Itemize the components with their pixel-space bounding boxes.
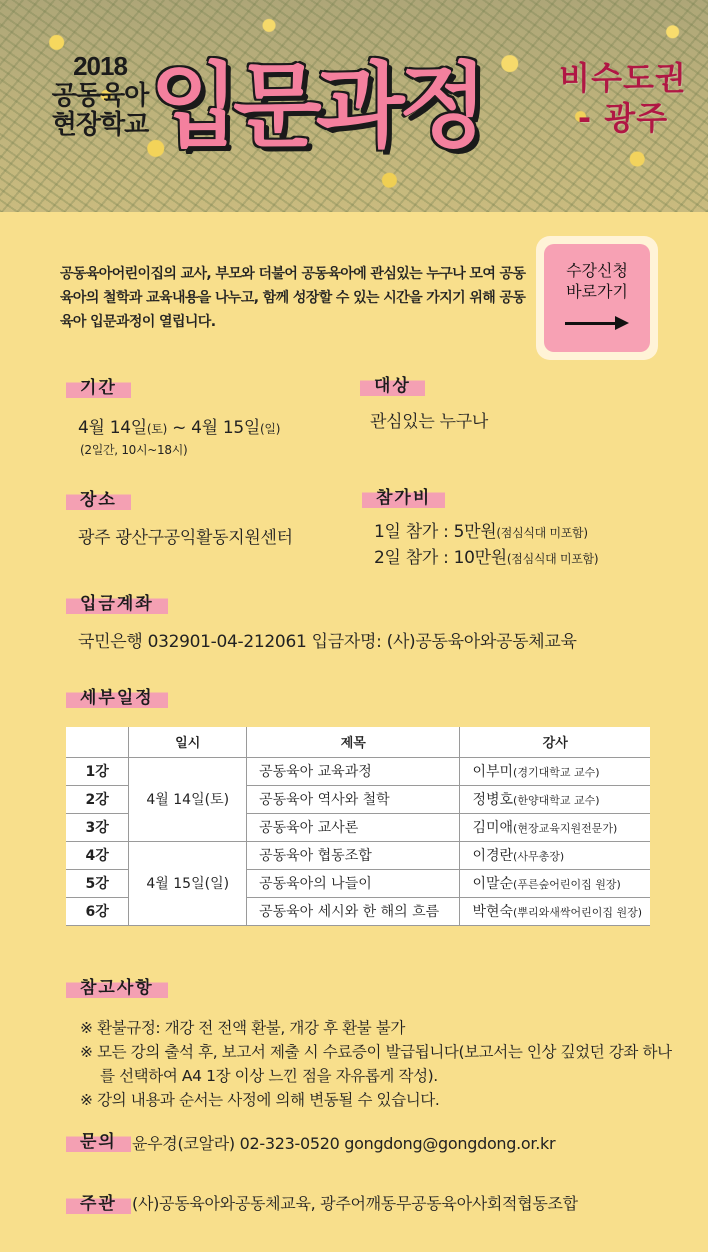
register-button-face[interactable] — [544, 244, 650, 352]
header-banner — [0, 0, 708, 212]
period-label: 기간 — [66, 374, 131, 402]
program-type: 현장학교 — [51, 109, 149, 139]
lecture-num: 4강 — [66, 841, 129, 869]
contact-value: 윤우경(코알라) 02-323-0520 gongdong@gongdong.or.kr — [132, 1134, 556, 1153]
header-num — [66, 727, 129, 757]
note-item: ※ 모든 강의 출석 후, 보고서 제출 시 수료증이 발급됩니다(보고서는 인상 깊었던 강좌 하나를 선택하여 A4 1장 이상 느낀 점을 자유롭게 작성). — [80, 1043, 672, 1085]
account-value: 국민은행 032901-04-212061 입금자명: (사)공동육아와공동체교육 — [78, 632, 577, 652]
lecture-title: 공동육아 협동조합 — [247, 841, 460, 869]
header-teacher: 강사 — [460, 727, 650, 757]
lecture-num: 2강 — [66, 785, 129, 813]
note-item: ※ 환불규정: 개강 전 전액 환불, 개강 후 환불 불가 — [80, 1019, 405, 1037]
lecture-teacher: 이말순(푸른숲어린이집 원장) — [460, 869, 650, 897]
notes-list — [80, 1016, 680, 1112]
contact-label: 문의 — [66, 1128, 131, 1156]
lecture-title: 공동육아 교육과정 — [247, 757, 460, 785]
register-button[interactable] — [536, 236, 658, 360]
fee-line-1: 1일 참가 : 5만원(점심식대 미포함) — [374, 522, 588, 542]
region-line-2: - 광주 — [577, 99, 669, 137]
account-label: 입금계좌 — [66, 590, 168, 618]
main-title: 입문과정 — [150, 53, 482, 160]
lecture-teacher: 박현숙(뿌리와새싹어린이집 원장) — [460, 897, 650, 925]
header-left-title — [30, 52, 170, 139]
lecture-title: 공동육아 교사론 — [247, 813, 460, 841]
region-line-1: 비수도권 — [559, 59, 687, 97]
lecture-teacher: 이경란(사무총장) — [460, 841, 650, 869]
lecture-title: 공동육아의 나들이 — [247, 869, 460, 897]
host-label: 주관 — [66, 1190, 131, 1218]
lecture-date: 4월 15일(일) — [129, 841, 247, 925]
lecture-teacher: 정병호(한양대학교 교수) — [460, 785, 650, 813]
note-item: ※ 강의 내용과 순서는 사정에 의해 변동될 수 있습니다. — [80, 1091, 440, 1109]
lecture-teacher: 이부미(경기대학교 교수) — [460, 757, 650, 785]
fee-line-2: 2일 참가 : 10만원(점심식대 미포함) — [374, 548, 599, 568]
place-label: 장소 — [66, 486, 131, 514]
lecture-date: 4월 14일(토) — [129, 757, 247, 841]
header-date: 일시 — [129, 727, 247, 757]
period-detail: (2일간, 10시~18시) — [80, 443, 188, 457]
place-value: 광주 광산구공익활동지원센터 — [78, 528, 293, 548]
fee-label: 참가비 — [362, 484, 445, 512]
program-name: 공동육아 — [51, 80, 149, 110]
intro-text: 공동육아어린이집의 교사, 부모와 더불어 공동육아에 관심있는 누구나 모여 공동육아의 철학과 교육내용을 나누고, 함께 성장할 수 있는 시간을 가지기 위해 공동육아 입문과정이 열립니다. — [60, 266, 526, 330]
register-label-2: 바로가기 — [566, 282, 628, 301]
register-label-1: 수강신청 — [566, 261, 628, 280]
header-title: 제목 — [247, 727, 460, 757]
table-row — [66, 757, 650, 785]
lecture-title: 공동육아 세시와 한 해의 흐름 — [247, 897, 460, 925]
target-label: 대상 — [360, 372, 425, 400]
table-row — [66, 841, 650, 869]
notes-label: 참고사항 — [66, 974, 168, 1002]
schedule-label: 세부일정 — [66, 684, 168, 712]
target-value: 관심있는 누구나 — [370, 412, 488, 432]
lecture-num: 3강 — [66, 813, 129, 841]
header-region — [548, 58, 698, 138]
schedule-table — [66, 727, 650, 926]
lecture-num: 5강 — [66, 869, 129, 897]
table-header-row — [66, 727, 650, 757]
year: 2018 — [73, 51, 127, 81]
arrow-right-icon — [565, 316, 629, 330]
lecture-teacher: 김미애(현장교육지원전문가) — [460, 813, 650, 841]
period-value: 4월 14일(토) ~ 4월 15일(일) — [78, 418, 281, 438]
lecture-num: 1강 — [66, 757, 129, 785]
host-value: (사)공동육아와공동체교육, 광주어깨동무공동육아사회적협동조합 — [132, 1194, 578, 1213]
lecture-title: 공동육아 역사와 철학 — [247, 785, 460, 813]
lecture-num: 6강 — [66, 897, 129, 925]
